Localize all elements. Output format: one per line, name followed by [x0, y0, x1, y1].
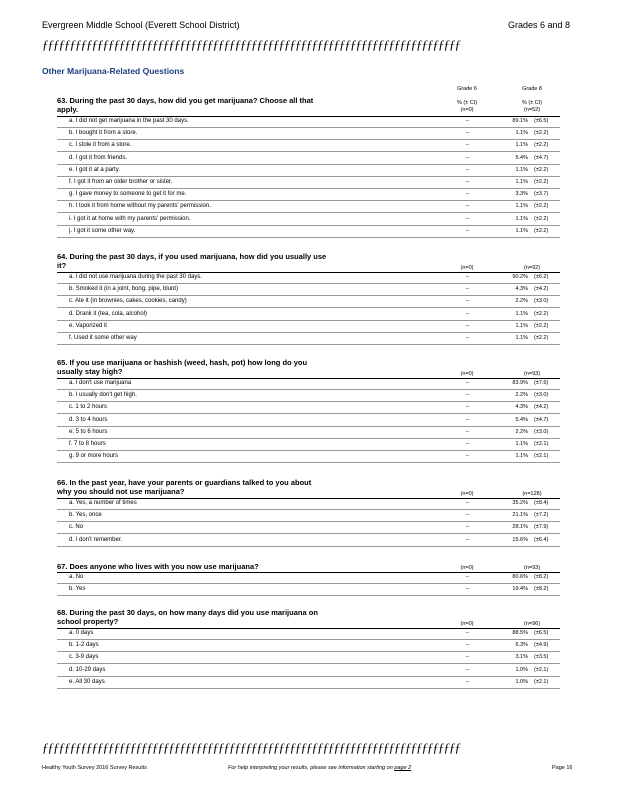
grade8-percent: 1.1%: [515, 453, 528, 460]
grade8-percent: 4.3%: [515, 404, 528, 411]
footer-page-link[interactable]: page 2: [394, 765, 412, 771]
answer-row: [0, 128, 618, 140]
row-top-border: [57, 116, 560, 117]
answer-label: a. I don't use marijuana: [69, 380, 132, 386]
answer-label: b. Smoked it (in a joint, bong, pipe, blunt): [69, 286, 179, 293]
row-divider: [57, 688, 560, 689]
col-grade6-n: (n=0): [460, 107, 474, 113]
grade8-ci: (±2.1): [534, 453, 549, 460]
answer-label: a. I did not get marijuana in the past 30 days.: [69, 118, 189, 124]
answer-label: f. 7 to 8 hours: [69, 441, 106, 447]
answer-row: [0, 272, 618, 284]
grade8-percent: 35.2%: [512, 500, 528, 506]
grade6-value: --: [465, 678, 470, 685]
answer-label: d. Drank it (tea, cola, alcohol): [69, 310, 148, 317]
grade8-ci: (±3.7): [534, 191, 549, 198]
col-grade6-header: Grade 6: [457, 86, 477, 92]
answer-row: [0, 535, 618, 547]
grade8-percent: 1.1%: [515, 310, 528, 317]
grade6-value: --: [465, 310, 470, 317]
answer-label: j. I got it some other way.: [69, 227, 136, 234]
report-header-school: Evergreen Middle School (Everett School District): [42, 20, 240, 30]
answer-row: [0, 177, 618, 189]
grade8-ci: (±2.2): [534, 310, 549, 317]
answer-row: [0, 214, 618, 226]
grade8-ci: (±6.4): [534, 536, 549, 543]
question-n-grade8: (n=93): [523, 371, 541, 377]
answer-label: c. No: [69, 524, 84, 531]
grade8-ci: (±8.4): [534, 500, 549, 506]
question-n-grade8: (n=92): [523, 265, 541, 271]
grade8-ci: (±3.0): [534, 298, 549, 305]
footer-help-prefix: For help interpreting your results, please see information starting on: [228, 765, 393, 771]
grade6-value: --: [465, 298, 470, 305]
grade8-percent: 1.1%: [515, 142, 528, 149]
grade8-percent: 6.3%: [515, 642, 528, 649]
grade8-ci: (±4.2): [534, 286, 549, 293]
answer-row: [0, 572, 618, 584]
grade8-ci: (±2.1): [534, 441, 549, 447]
answer-label: b. I usually don't get high.: [69, 392, 137, 399]
grade6-value: --: [465, 166, 470, 173]
report-header-grades: Grades 6 and 8: [508, 20, 571, 30]
grade8-percent: 21.1%: [512, 512, 528, 519]
answer-label: c. 3-9 days: [69, 654, 99, 661]
top-divider: ƒƒƒƒƒƒƒƒƒƒƒƒƒƒƒƒƒƒƒƒƒƒƒƒƒƒƒƒƒƒƒƒƒƒƒƒƒƒƒƒƒƒƒƒƒƒƒƒƒƒƒƒƒƒƒƒƒƒƒƒƒƒƒƒƒƒƒƒƒƒƒƒƒƒƒƒ: [42, 37, 460, 52]
grade8-ci: (±2.2): [534, 215, 549, 222]
grade6-value: --: [465, 416, 470, 423]
grade8-ci: (±2.2): [534, 203, 549, 210]
grade6-value: --: [465, 666, 470, 673]
grade8-percent: 3.3%: [515, 191, 528, 198]
grade6-value: --: [465, 524, 470, 531]
grade6-value: --: [465, 215, 470, 222]
question-n-grade6: (n=0): [460, 371, 474, 377]
answer-row: [0, 451, 618, 463]
grade6-value: --: [465, 428, 470, 435]
row-divider: [57, 595, 560, 596]
question-title: 64. During the past 30 days, if you used marijuana, how did you usually use it?: [57, 252, 327, 270]
grade6-value: --: [465, 441, 470, 447]
grade8-percent: 89.1%: [512, 118, 528, 124]
grade6-value: --: [465, 574, 470, 580]
grade8-ci: (±4.2): [534, 404, 549, 411]
answer-label: h. I took it from home without my parents' permission.: [69, 203, 211, 210]
grade6-value: --: [465, 203, 470, 210]
answer-row: [0, 201, 618, 213]
grade6-value: --: [465, 654, 470, 661]
grade6-value: --: [465, 154, 470, 161]
answer-row: [0, 296, 618, 308]
answer-label: e. All 30 days: [69, 678, 105, 685]
answer-label: a. No: [69, 574, 84, 580]
grade8-ci: (±6.5): [534, 630, 549, 636]
footer-page-number: Page 16: [552, 765, 573, 771]
grade8-percent: 80.6%: [512, 574, 528, 580]
grade8-percent: 1.1%: [515, 441, 528, 447]
question-title: 67. Does anyone who lives with you now use marijuana?: [57, 562, 259, 571]
grade8-ci: (±8.2): [534, 586, 549, 593]
grade8-ci: (±7.9): [534, 524, 549, 531]
grade8-ci: (±7.6): [534, 380, 549, 386]
answer-row: [0, 333, 618, 345]
answer-label: f. Used it some other way: [69, 335, 137, 341]
row-divider: [57, 344, 560, 345]
answer-row: [0, 522, 618, 534]
grade8-ci: (±3.0): [534, 428, 549, 435]
grade8-ci: (±2.2): [534, 130, 549, 137]
question-n-grade6: (n=0): [460, 491, 474, 497]
grade6-value: --: [465, 274, 470, 280]
grade6-value: --: [465, 142, 470, 149]
question-n-grade8: (n=128): [522, 491, 542, 497]
grade6-value: --: [465, 586, 470, 593]
answer-label: b. Yes: [69, 586, 86, 593]
grade6-value: --: [465, 380, 470, 386]
answer-label: e. I got it at a party.: [69, 166, 120, 173]
grade8-percent: 83.9%: [512, 380, 528, 386]
grade8-percent: 19.4%: [512, 586, 528, 593]
bottom-divider: ƒƒƒƒƒƒƒƒƒƒƒƒƒƒƒƒƒƒƒƒƒƒƒƒƒƒƒƒƒƒƒƒƒƒƒƒƒƒƒƒƒƒƒƒƒƒƒƒƒƒƒƒƒƒƒƒƒƒƒƒƒƒƒƒƒƒƒƒƒƒƒƒƒƒƒƒ: [42, 740, 460, 755]
question-n-grade6: (n=0): [460, 265, 474, 271]
grade8-ci: (±6.2): [534, 274, 549, 280]
grade8-ci: (±2.1): [534, 678, 549, 685]
row-top-border: [57, 628, 560, 629]
answer-label: f. I got it from an older brother or sister.: [69, 179, 173, 185]
question-n-grade6: (n=0): [460, 621, 474, 627]
grade8-ci: (±2.1): [534, 666, 549, 673]
answer-row: [0, 390, 618, 402]
grade6-value: --: [465, 286, 470, 293]
question-n-grade6: (n=0): [460, 565, 474, 571]
grade6-value: --: [465, 335, 470, 341]
grade6-value: --: [465, 500, 470, 506]
question-title: 65. If you use marijuana or hashish (weed, hash, pot) how long do you usually stay high?: [57, 358, 308, 376]
grade8-ci: (±8.2): [534, 574, 549, 580]
answer-label: a. I did not use marijuana during the past 30 days.: [69, 274, 203, 280]
grade6-value: --: [465, 191, 470, 198]
answer-row: [0, 140, 618, 152]
grade8-ci: (±2.2): [534, 227, 549, 234]
grade8-percent: 1.1%: [515, 179, 528, 185]
answer-label: a. 0 days: [69, 630, 94, 636]
grade8-percent: 28.1%: [512, 524, 528, 531]
answer-label: c. Ate it (in brownies, cakes, cookies, candy): [69, 298, 187, 305]
answer-row: [0, 378, 618, 390]
grade8-percent: 2.2%: [515, 392, 528, 399]
answer-row: [0, 652, 618, 664]
grade6-value: --: [465, 512, 470, 519]
answer-row: [0, 677, 618, 689]
grade8-percent: 4.3%: [515, 286, 528, 293]
grade8-ci: (±2.2): [534, 142, 549, 149]
answer-row: [0, 309, 618, 321]
answer-row: [0, 665, 618, 677]
answer-label: e. 5 to 6 hours: [69, 428, 108, 435]
answer-row: [0, 226, 618, 238]
row-divider: [57, 546, 560, 547]
answer-label: e. Vaporized it: [69, 322, 107, 329]
grade8-percent: 1.1%: [515, 203, 528, 210]
col-grade6-ci: % (± CI): [456, 100, 478, 106]
answer-label: d. 10-29 days: [69, 666, 106, 673]
answer-row: [0, 640, 618, 652]
question-title: 66. In the past year, have your parents or guardians talked to you about why you should not use marijuana?: [57, 478, 312, 496]
grade8-ci: (±2.2): [534, 179, 549, 185]
grade8-percent: 1.1%: [515, 215, 528, 222]
grade6-value: --: [465, 404, 470, 411]
grade8-percent: 5.4%: [515, 154, 528, 161]
grade8-ci: (±4.7): [534, 416, 549, 423]
row-top-border: [57, 572, 560, 573]
section-title: Other Marijuana-Related Questions: [42, 66, 185, 76]
grade8-percent: 1.1%: [515, 227, 528, 234]
answer-row: [0, 165, 618, 177]
answer-label: d. 3 to 4 hours: [69, 416, 108, 423]
grade8-percent: 3.1%: [515, 654, 528, 661]
answer-row: [0, 321, 618, 333]
col-grade8-header: Grade 8: [522, 86, 542, 92]
question-title: 68. During the past 30 days, on how many days did you use marijuana on school property?: [57, 608, 318, 626]
grade6-value: --: [465, 227, 470, 234]
answer-row: [0, 584, 618, 596]
grade8-percent: 88.5%: [512, 630, 528, 636]
grade8-percent: 1.0%: [515, 666, 528, 673]
grade8-ci: (±3.5): [534, 654, 549, 661]
footer-help-text: [228, 765, 411, 771]
answer-row: [0, 498, 618, 510]
question-n-grade8: (n=96): [523, 621, 541, 627]
grade8-percent: 1.1%: [515, 166, 528, 173]
answer-row: [0, 510, 618, 522]
grade6-value: --: [465, 130, 470, 137]
row-top-border: [57, 272, 560, 273]
grade8-ci: (±2.2): [534, 335, 549, 341]
grade8-percent: 15.6%: [512, 536, 528, 543]
answer-label: c. 1 to 2 hours: [69, 404, 108, 411]
grade8-percent: 1.0%: [515, 678, 528, 685]
grade6-value: --: [465, 642, 470, 649]
grade6-value: --: [465, 630, 470, 636]
answer-label: b. I bought it from a store.: [69, 130, 138, 137]
answer-row: [0, 427, 618, 439]
answer-row: [0, 189, 618, 201]
grade6-value: --: [465, 118, 470, 124]
answer-label: g. 9 or more hours: [69, 453, 119, 460]
answer-label: a. Yes, a number of times: [69, 500, 137, 506]
answer-row: [0, 153, 618, 165]
answer-row: [0, 439, 618, 451]
grade6-value: --: [465, 322, 470, 329]
grade8-percent: 2.2%: [515, 428, 528, 435]
grade8-ci: (±7.2): [534, 512, 549, 519]
grade6-value: --: [465, 392, 470, 399]
grade8-percent: 5.4%: [515, 416, 528, 423]
answer-row: [0, 415, 618, 427]
answer-label: b. 1-2 days: [69, 642, 99, 649]
col-grade8-ci: % (± CI): [521, 100, 543, 106]
answer-label: i. I got it at home with my parents' permission.: [69, 215, 191, 222]
answer-label: d. I don't remember.: [69, 536, 123, 543]
answer-row: [0, 284, 618, 296]
grade8-ci: (±6.5): [534, 118, 549, 124]
grade8-percent: 1.1%: [515, 322, 528, 329]
grade8-ci: (±4.9): [534, 642, 549, 649]
answer-row: [0, 628, 618, 640]
grade8-percent: 1.1%: [515, 130, 528, 137]
col-grade8-n: (n=52): [523, 107, 541, 113]
grade8-ci: (±4.7): [534, 154, 549, 161]
grade6-value: --: [465, 536, 470, 543]
grade6-value: --: [465, 453, 470, 460]
question-n-grade8: (n=93): [523, 565, 541, 571]
answer-row: [0, 402, 618, 414]
grade8-ci: (±2.2): [534, 322, 549, 329]
grade8-percent: 90.2%: [512, 274, 528, 280]
answer-label: d. I got it from friends.: [69, 154, 128, 161]
grade8-percent: 2.2%: [515, 298, 528, 305]
grade8-ci: (±2.2): [534, 166, 549, 173]
row-divider: [57, 462, 560, 463]
answer-label: b. Yes, once: [69, 512, 102, 519]
grade8-ci: (±3.0): [534, 392, 549, 399]
grade8-percent: 1.1%: [515, 335, 528, 341]
answer-label: c. I stole it from a store.: [69, 142, 132, 149]
row-top-border: [57, 378, 560, 379]
answer-label: g. I gave money to someone to get it for me.: [69, 191, 187, 198]
grade6-value: --: [465, 179, 470, 185]
row-divider: [57, 237, 560, 238]
question-title: 63. During the past 30 days, how did you get marijuana? Choose all that apply.: [57, 96, 314, 114]
answer-row: [0, 116, 618, 128]
footer-survey-name: Healthy Youth Survey 2016 Survey Results: [42, 765, 147, 771]
row-top-border: [57, 498, 560, 499]
